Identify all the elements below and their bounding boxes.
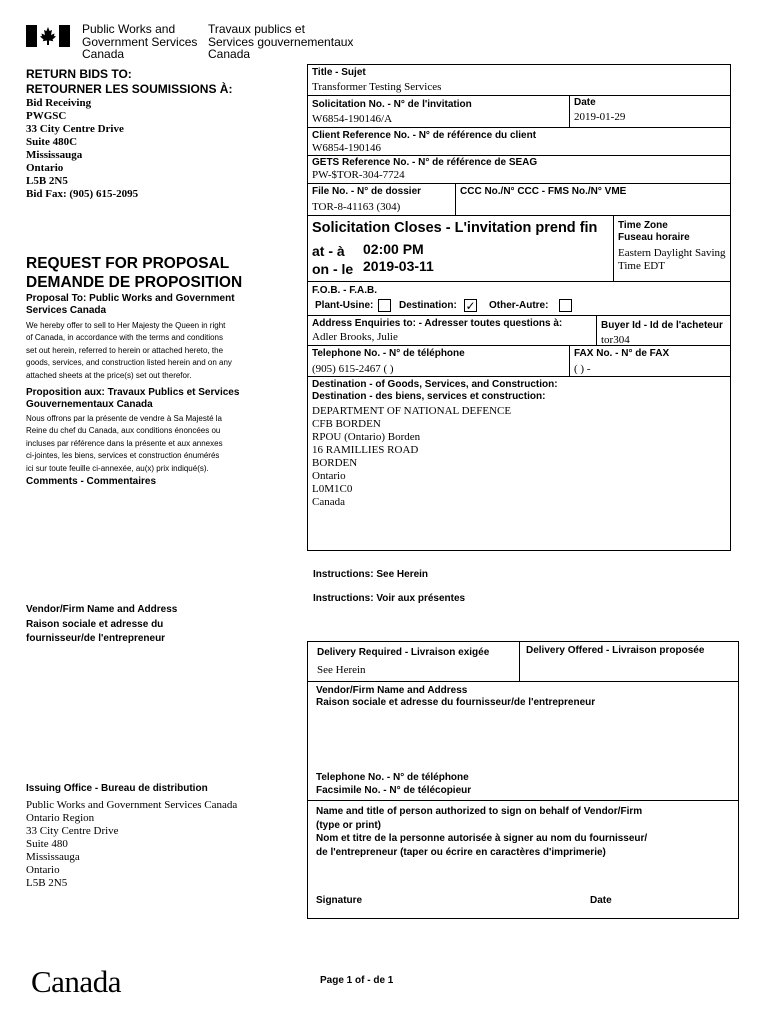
delivery-required-label: Delivery Required - Livraison exigée	[317, 647, 490, 658]
buyer-id-label: Buyer Id - Id de l'acheteur	[601, 320, 723, 331]
instructions-fr: Instructions: Voir aux présentes	[313, 593, 466, 604]
destination-checkbox[interactable]: ✓	[465, 299, 476, 313]
address-enquiries-label: Address Enquiries to: - Adresser toutes questions à:	[312, 318, 563, 329]
telephone-label: Telephone No. - N° de téléphone	[312, 348, 465, 359]
comments-label: Comments - Commentaires	[26, 476, 157, 487]
destination-goods-value: DEPARTMENT OF NATIONAL DEFENCE CFB BORDEN RPOU (Ontario) Borden 16 RAMILLIES ROAD BORDEN Ontario L0M1C0 Canada	[312, 405, 512, 508]
department-name-fr: Travaux publics et Services gouvernementaux Canada	[208, 22, 354, 61]
proposal-text-en: We hereby offer to sell to Her Majesty the Queen in right of Canada, in accordance with the terms and conditions set out herein, referred to herein or attached hereto, the goods, services, and construction listed herein and on any attached sheets at the price(s) set out therefor.	[26, 321, 232, 380]
title-value: Transformer Testing Services	[312, 81, 442, 93]
canada-flag-icon	[26, 25, 70, 47]
canada-wordmark: Canada	[31, 964, 121, 999]
file-number-value: TOR-8-41163 (304)	[312, 201, 401, 213]
other-autre-checkbox[interactable]	[559, 299, 572, 312]
authorized-person-label: Name and title of person authorized to sign on behalf of Vendor/Firm (type or print) Nom et titre de la personne autorisée à signer au nom du fournisseur/ de l'entrepreneur (taper ou écrire en caractères d'imprimerie)	[316, 806, 648, 858]
signature-date-label: Date	[590, 895, 612, 906]
closing-date-label: on - le	[312, 261, 354, 277]
plant-usine-checkbox[interactable]	[378, 299, 391, 312]
solicitation-closes-title: Solicitation Closes - L'invitation prend fin	[312, 220, 598, 236]
title-label: Title - Sujet	[312, 67, 366, 78]
destination-label: Destination:	[399, 300, 457, 311]
fax-label: FAX No. - N° de FAX	[574, 348, 670, 359]
vendor-firm-label: Vendor/Firm Name and Address Raison sociale et adresse du fournisseur/de l'entrepreneur	[316, 685, 596, 708]
gets-reference-value: PW-$TOR-304-7724	[312, 169, 405, 181]
time-zone-value: Eastern Daylight Saving Time EDT	[618, 247, 726, 272]
destination-goods-label: Destination - of Goods, Services, and Construction: Destination - des biens, services et construction:	[312, 379, 558, 402]
date-label: Date	[574, 97, 596, 108]
proposition-aux-label: Proposition aux: Travaux Publics et Services Gouvernementaux Canada	[26, 387, 240, 410]
signature-label: Signature	[316, 895, 363, 906]
fax-value: ( ) -	[574, 363, 591, 375]
solicitation-value: W6854-190146/A	[312, 113, 393, 125]
page-number: Page 1 of - de 1	[320, 975, 394, 986]
instructions-en: Instructions: See Herein	[313, 569, 429, 580]
closing-time-label: at - à	[312, 243, 345, 259]
closing-time-value: 02:00 PM	[363, 241, 424, 257]
other-autre-label: Other-Autre:	[489, 300, 549, 311]
issuing-office-label: Issuing Office - Bureau de distribution	[26, 783, 208, 794]
address-enquiries-value: Adler Brooks, Julie	[312, 331, 398, 343]
fob-label: F.O.B. - F.A.B.	[312, 285, 377, 296]
return-bids-address: Bid Receiving PWGSC 33 City Centre Drive Suite 480C Mississauga Ontario L5B 2N5 Bid Fax: (905) 615-2095	[26, 97, 139, 200]
plant-usine-label: Plant-Usine:	[315, 300, 374, 311]
file-number-label: File No. - N° de dossier	[312, 186, 422, 197]
delivery-required-value: See Herein	[317, 664, 366, 676]
proposal-text-fr: Nous offrons par la présente de vendre à Sa Majesté la Reine du chef du Canada, aux conditions énoncées ou incluses par référence dans la présente et aux annexes ci-jointes, les biens, services et construction énumérés ici sur toute feuille ci-annexée, au(x) prix indiqué(s).	[26, 414, 223, 473]
telephone-value: (905) 615-2467 ( )	[312, 363, 394, 375]
proposal-to-label: Proposal To: Public Works and Government Services Canada	[26, 293, 235, 316]
ccc-number-label: CCC No./N° CCC - FMS No./N° VME	[460, 186, 627, 197]
date-value: 2019-01-29	[574, 111, 626, 123]
solicitation-label: Solicitation No. - N° de l'invitation	[312, 99, 472, 110]
department-name-en: Public Works and Government Services Canada	[82, 22, 198, 61]
rfp-title: REQUEST FOR PROPOSAL DEMANDE DE PROPOSITION	[26, 255, 243, 291]
client-reference-value: W6854-190146	[312, 142, 382, 154]
vendor-firm-label-left: Vendor/Firm Name and Address Raison sociale et adresse du fournisseur/de l'entrepreneur	[26, 604, 178, 644]
closing-date-value: 2019-03-11	[363, 258, 434, 274]
telephone-facsimile-label: Telephone No. - N° de téléphone Facsimile No. - N° de télécopieur	[316, 772, 472, 796]
time-zone-label: Time Zone Fuseau horaire	[618, 220, 690, 243]
client-reference-label: Client Reference No. - N° de référence du client	[312, 130, 537, 141]
gets-reference-label: GETS Reference No. - N° de référence de SEAG	[312, 157, 538, 168]
return-bids-heading: RETURN BIDS TO: RETOURNER LES SOUMISSIONS À:	[26, 67, 233, 96]
issuing-office-address: Public Works and Government Services Canada Ontario Region 33 City Centre Drive Suite 480 Mississauga Ontario L5B 2N5	[26, 799, 238, 889]
buyer-id-value: tor304	[601, 334, 630, 346]
delivery-offered-label: Delivery Offered - Livraison proposée	[526, 645, 705, 656]
